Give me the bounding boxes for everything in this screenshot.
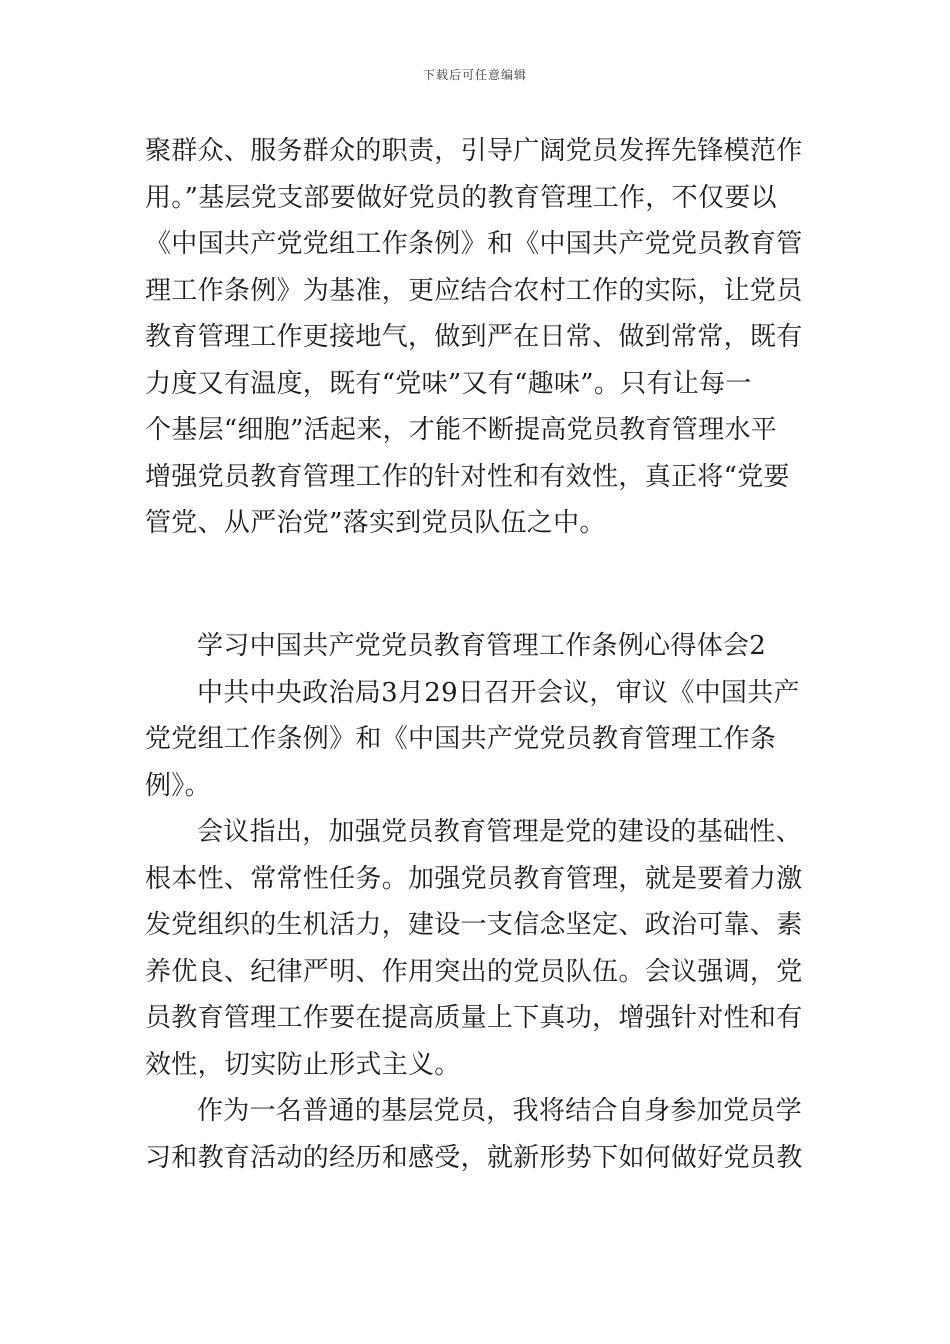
- text-line: 效性，切实防止形式主义。: [145, 1049, 461, 1080]
- header-note: 下载后可任意编辑: [422, 68, 527, 82]
- text-line: 聚群众、服务群众的职责，引导广阔党员发挥先锋模范作: [145, 136, 803, 166]
- text-line: 个基层“细胞”活起来，才能不断提高党员教育管理水平: [145, 415, 778, 445]
- text-line: 教育管理工作更接地气，做到严在日常、做到常常，既有: [145, 322, 803, 352]
- text-line: 理工作条例》为基准，更应结合农村工作的实际，让党员: [145, 275, 803, 306]
- text-line: 《中国共产党党组工作条例》和《中国共产党党员教育管: [145, 229, 803, 259]
- text-line: 发党组织的生机活力，建设一支信念坚定、政治可靠、素: [145, 910, 803, 940]
- text-line: 员教育管理工作要在提高质量上下真功，增强针对性和有: [145, 1003, 803, 1033]
- text-line: 习和教育活动的经历和感受，就新形势下如何做好党员教: [145, 1142, 803, 1173]
- section-2: [145, 623, 808, 1181]
- text-line: 根本性、常常性任务。加强党员教育管理，就是要着力激: [145, 863, 803, 894]
- text-line: 增强党员教育管理工作的针对性和有效性，真正将“党要: [145, 461, 790, 492]
- text-line: 党党组工作条例》和《中国共产党党员教育管理工作条: [145, 724, 777, 754]
- text-line: 养优良、纪律严明、作用突出的党员队伍。会议强调，党: [145, 956, 803, 987]
- paragraph-continued: [145, 128, 808, 547]
- text-line: 中共中央政治局3月29日召开会议，审议《中国共产: [197, 677, 800, 708]
- text-line: 用。”基层党支部要做好党员的教育管理工作，不仅要以: [145, 182, 777, 213]
- text-line: 力度又有温度，既有“党味”又有“趣味”。只有让每一: [145, 368, 752, 399]
- text-line: 例》。: [145, 770, 211, 801]
- text-line: 会议指出，加强党员教育管理是党的建设的基础性、: [197, 817, 802, 847]
- section-title: 学习中国共产党党员教育管理工作条例心得体会2: [197, 631, 767, 661]
- text-line: 作为一名普通的基层党员，我将结合自身参加党员学: [197, 1096, 802, 1126]
- text-line: 管党、从严治党”落实到党员队伍之中。: [145, 508, 606, 538]
